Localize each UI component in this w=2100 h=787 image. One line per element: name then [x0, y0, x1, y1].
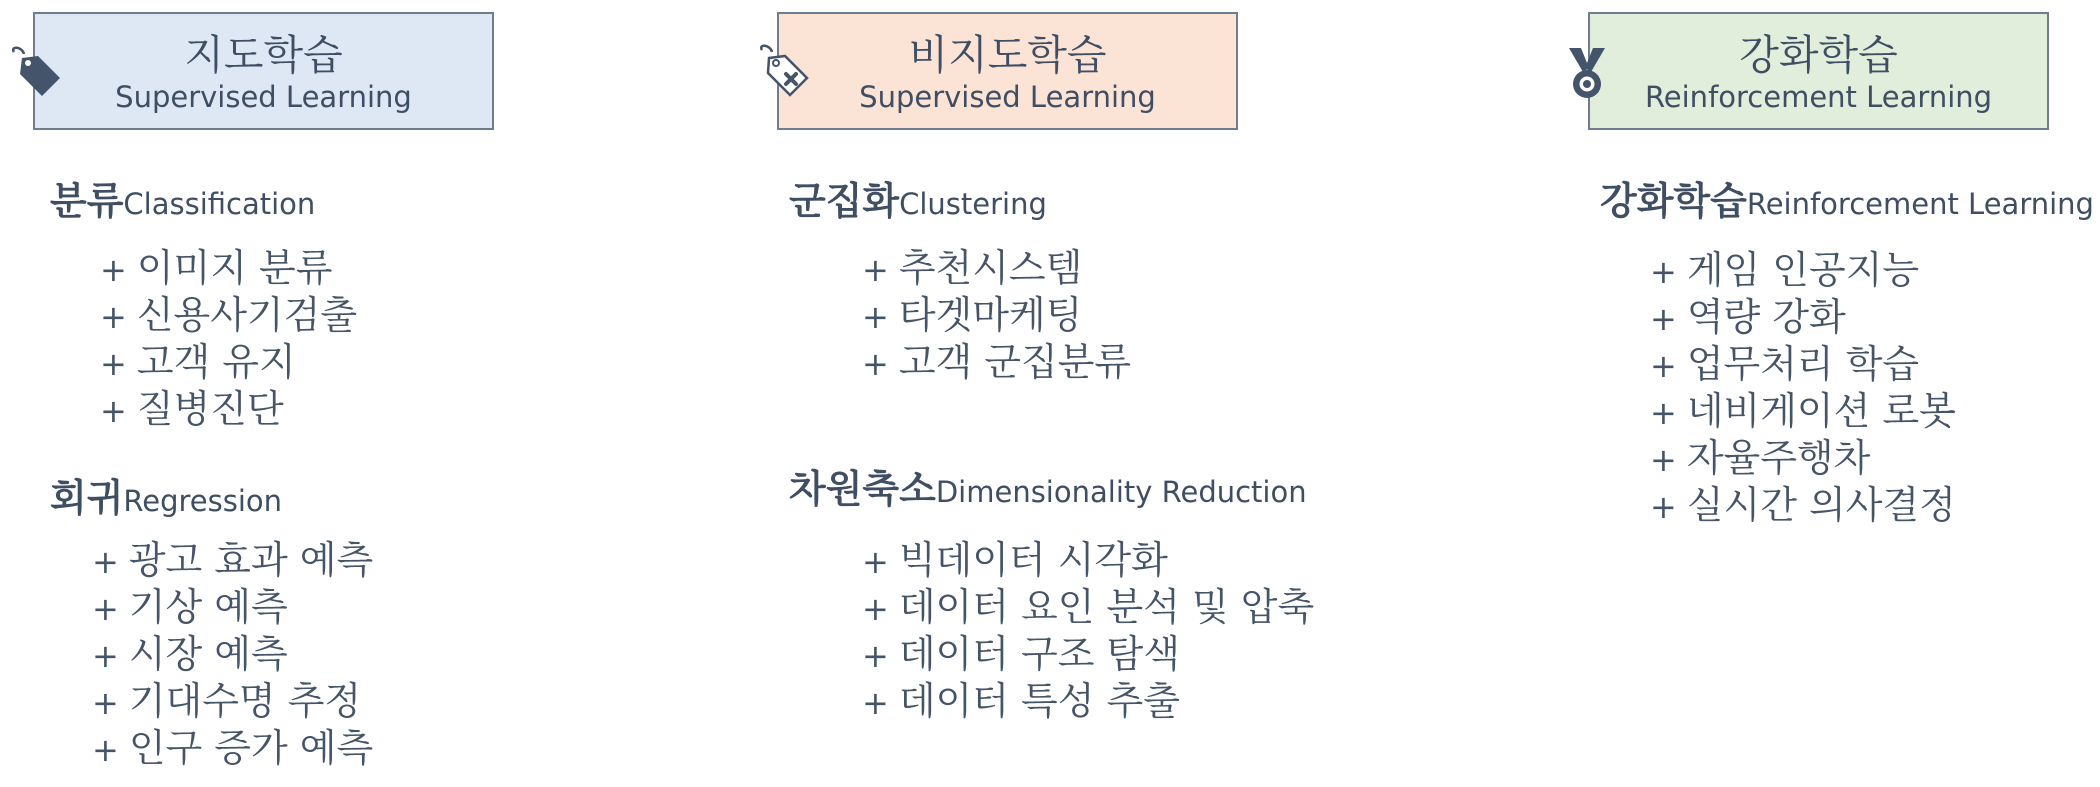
classification-title [50, 170, 315, 225]
list-item: + 기상 예측 [92, 585, 288, 629]
clustering-title [789, 170, 1047, 225]
reinforcement-learning-header [1588, 12, 2049, 130]
classification-title-ko: 분류 [50, 179, 124, 223]
unsupervised-title-ko: 비지도학습 [908, 31, 1107, 79]
bullet-plus: + [100, 298, 127, 336]
unsupervised-title-en: Supervised Learning [859, 80, 1156, 114]
regression-title-en: Regression [123, 484, 283, 518]
bullet-plus: + [862, 590, 889, 628]
bullet-plus: + [1650, 441, 1677, 479]
list-item: + 데이터 구조 탐색 [862, 632, 1180, 676]
bullet-plus: + [92, 590, 119, 628]
bullet-plus: + [862, 684, 889, 722]
bullet-plus: + [1650, 253, 1677, 291]
list-item: + 추천시스템 [862, 246, 1083, 290]
medal-icon [1565, 46, 1609, 102]
dimensionality-title-en: Dimensionality Reduction [935, 475, 1307, 509]
bullet-plus: + [100, 251, 127, 289]
regression-title [50, 467, 282, 522]
list-item: + 실시간 의사결정 [1650, 483, 1956, 527]
clustering-list [862, 246, 1131, 387]
list-item: + 질병진단 [100, 387, 284, 431]
list-item: + 고객 유지 [100, 340, 296, 384]
bullet-plus: + [92, 637, 119, 675]
bullet-plus: + [100, 392, 127, 430]
bullet-plus: + [1650, 300, 1677, 338]
reinforcement-section-title [1600, 170, 2094, 225]
bullet-plus: + [1650, 347, 1677, 385]
reinforcement-section-title-en: Reinforcement Learning [1746, 187, 2094, 221]
dimensionality-title [789, 458, 1307, 513]
list-item: + 광고 효과 예측 [92, 538, 374, 582]
classification-list [100, 246, 357, 434]
reinforcement-list [1650, 248, 1956, 530]
list-item: + 데이터 요인 분석 및 압축 [862, 585, 1315, 629]
bullet-plus: + [862, 251, 889, 289]
bullet-plus: + [92, 731, 119, 769]
regression-list [92, 538, 373, 773]
bullet-plus: + [862, 637, 889, 675]
list-item: + 업무처리 학습 [1650, 342, 1920, 386]
bullet-plus: + [1650, 488, 1677, 526]
dimensionality-list [862, 538, 1314, 726]
bullet-plus: + [92, 543, 119, 581]
list-item: + 인구 증가 예측 [92, 726, 374, 770]
clustering-title-en: Clustering [899, 187, 1047, 221]
supervised-title-en: Supervised Learning [115, 80, 412, 114]
tag-cross-icon [756, 44, 814, 102]
list-item: + 이미지 분류 [100, 246, 333, 290]
bullet-plus: + [862, 345, 889, 383]
list-item: + 신용사기검출 [100, 293, 358, 337]
reinforcement-title-en: Reinforcement Learning [1644, 80, 1993, 114]
unsupervised-learning-header [777, 12, 1238, 130]
list-item: + 네비게이션 로봇 [1650, 389, 1956, 433]
bullet-plus: + [92, 684, 119, 722]
supervised-learning-header [33, 12, 494, 130]
list-item: + 빅데이터 시각화 [862, 538, 1168, 582]
list-item: + 시장 예측 [92, 632, 288, 676]
list-item: + 역량 강화 [1650, 295, 1846, 339]
reinforcement-section-title-ko: 강화학습 [1600, 179, 1747, 223]
list-item: + 기대수명 추정 [92, 679, 362, 723]
clustering-title-ko: 군집화 [789, 179, 900, 223]
classification-title-en: Classification [123, 187, 316, 221]
dimensionality-title-ko: 차원축소 [789, 467, 936, 511]
bullet-plus: + [100, 345, 127, 383]
list-item: + 자율주행차 [1650, 436, 1871, 480]
bullet-plus: + [862, 543, 889, 581]
bullet-plus: + [862, 298, 889, 336]
list-item: + 타겟마케팅 [862, 293, 1083, 337]
supervised-title-ko: 지도학습 [184, 31, 343, 79]
bullet-plus: + [1650, 394, 1677, 432]
tag-icon [8, 44, 64, 100]
regression-title-ko: 회귀 [50, 476, 124, 520]
reinforcement-title-ko: 강화학습 [1739, 31, 1898, 79]
list-item: + 게임 인공지능 [1650, 248, 1920, 292]
list-item: + 고객 군집분류 [862, 340, 1132, 384]
list-item: + 데이터 특성 추출 [862, 679, 1180, 723]
